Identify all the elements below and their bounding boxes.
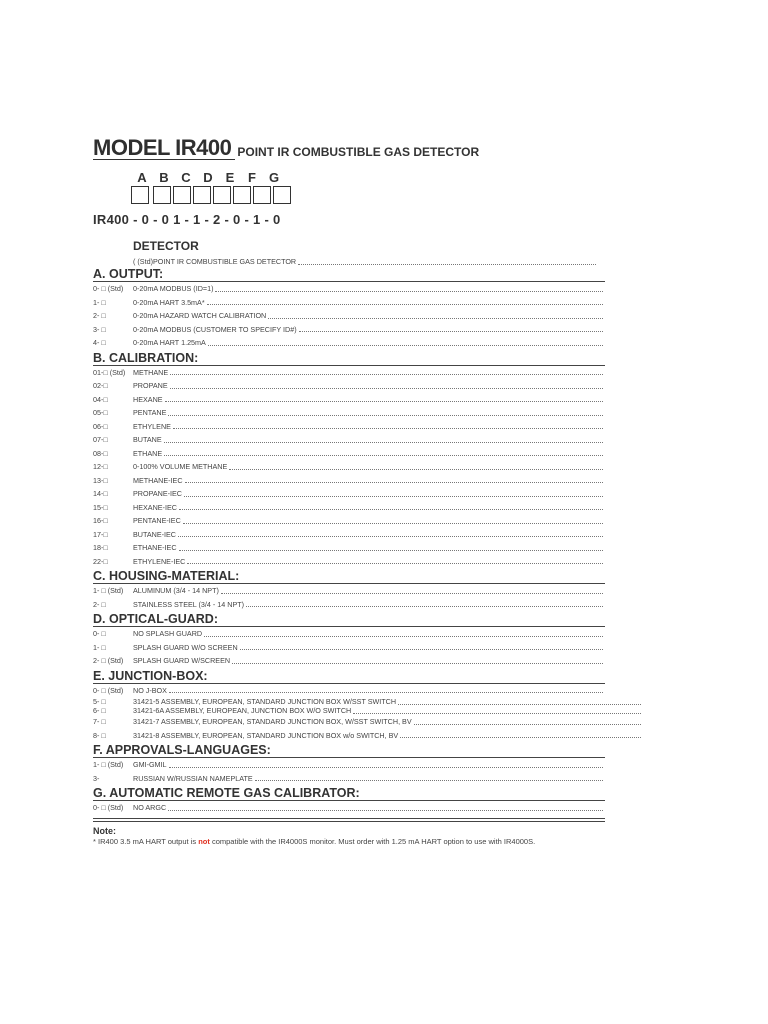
option-code: 3- □ [93, 324, 106, 334]
option-row[interactable] [93, 379, 605, 393]
position-letter: E [225, 170, 235, 185]
leader-dots [169, 692, 603, 693]
title-row [93, 132, 605, 160]
option-code: 8- □ [93, 730, 106, 740]
option-code: 17-□ [93, 529, 108, 539]
option-code: 5- □ [93, 697, 106, 706]
note-highlight: not [198, 837, 210, 846]
position-letters [131, 170, 285, 185]
option-row[interactable] [93, 772, 605, 786]
option-code: 07-□ [93, 435, 108, 445]
section-heading: F. APPROVALS-LANGUAGES: [93, 743, 605, 758]
closing-rule [93, 818, 605, 822]
leader-dots [183, 523, 603, 524]
option-label: RUSSIAN W/RUSSIAN NAMEPLATE [133, 773, 253, 783]
leader-dots [215, 291, 603, 292]
code-box[interactable] [173, 186, 191, 204]
option-code: 3- [93, 773, 100, 783]
option-label: PENTANE [133, 408, 167, 418]
option-code: 0- □ [93, 629, 106, 639]
option-row[interactable] [93, 801, 605, 815]
leader-dots [229, 469, 603, 470]
leader-dots [221, 593, 603, 594]
option-row[interactable] [93, 555, 605, 569]
position-letter: F [248, 170, 256, 185]
position-letter: A [137, 170, 147, 185]
option-code: 4- □ [93, 338, 106, 348]
option-row[interactable] [93, 758, 605, 772]
option-label: 0-20mA MODBUS (CUSTOMER TO SPECIFY ID#) [133, 324, 297, 334]
leader-dots [164, 442, 603, 443]
code-box[interactable] [233, 186, 251, 204]
option-label: ETHANE-IEC [133, 543, 177, 553]
leader-dots [168, 415, 603, 416]
option-row[interactable] [93, 282, 605, 296]
note-text-before: * IR400 3.5 mA HART output is [93, 837, 199, 846]
detector-label: POINT IR COMBUSTIBLE GAS DETECTOR [153, 257, 297, 267]
option-row[interactable] [93, 598, 605, 612]
option-label: NO J-BOX [133, 685, 167, 695]
option-row[interactable] [93, 460, 605, 474]
option-code: 16-□ [93, 516, 108, 526]
option-code: 08-□ [93, 448, 108, 458]
option-code: 2- □ (Std) [93, 656, 124, 666]
option-label: PROPANE [133, 381, 168, 391]
option-label: ETHYLENE [133, 421, 171, 431]
option-code: 18-□ [93, 543, 108, 553]
option-row[interactable] [93, 627, 605, 641]
leader-dots [170, 388, 603, 389]
position-letter: D [203, 170, 213, 185]
option-label: SPLASH GUARD W/O SCREEN [133, 642, 238, 652]
option-row[interactable] [93, 323, 605, 337]
leader-dots [207, 304, 603, 305]
code-box[interactable] [153, 186, 171, 204]
option-code: 02-□ [93, 381, 108, 391]
option-row[interactable] [93, 729, 605, 743]
option-code: 01-□ (Std) [93, 367, 126, 377]
option-label: ETHANE [133, 448, 163, 458]
option-label: 0-20mA HART 3.5mA* [133, 297, 205, 307]
code-box[interactable] [273, 186, 291, 204]
section-heading: D. OPTICAL-GUARD: [93, 612, 605, 627]
option-row[interactable] [93, 474, 605, 488]
section-heading: E. JUNCTION-BOX: [93, 669, 605, 684]
option-code: 1- □ [93, 642, 106, 652]
option-row[interactable] [93, 706, 605, 715]
leader-dots [178, 536, 603, 537]
option-sections [93, 266, 605, 822]
option-row[interactable] [93, 447, 605, 461]
position-letter: G [268, 170, 280, 185]
leader-dots [398, 704, 641, 705]
option-label: METHANE [133, 367, 169, 377]
option-code: 7- □ [93, 717, 106, 727]
option-row[interactable] [93, 366, 605, 380]
page-subtitle: POINT IR COMBUSTIBLE GAS DETECTOR [237, 145, 480, 159]
leader-dots [204, 636, 603, 637]
option-label: GMI-GMIL [133, 760, 167, 770]
leader-dots [240, 649, 603, 650]
option-code: 14-□ [93, 489, 108, 499]
option-code: 15-□ [93, 502, 108, 512]
option-row[interactable] [93, 406, 605, 420]
option-label: BUTANE-IEC [133, 529, 176, 539]
option-row[interactable] [93, 654, 605, 668]
option-row[interactable] [93, 487, 605, 501]
option-code: 2- □ [93, 599, 106, 609]
model-code: IR400 - 0 - 0 1 - 1 - 2 - 0 - 1 - 0 [93, 212, 281, 227]
leader-dots [400, 737, 641, 738]
code-box[interactable] [131, 186, 149, 204]
option-code: 22-□ [93, 556, 108, 566]
section-heading: G. AUTOMATIC REMOTE GAS CALIBRATOR: [93, 786, 605, 801]
option-row[interactable] [93, 309, 605, 323]
option-code: 1- □ (Std) [93, 586, 124, 596]
option-label: 0-100% VOLUME METHANE [133, 462, 228, 472]
option-row[interactable] [93, 715, 605, 729]
leader-dots [246, 606, 603, 607]
position-letter: C [181, 170, 191, 185]
detector-code: ( (Std) [133, 257, 153, 267]
option-row[interactable] [93, 296, 605, 310]
section-heading: A. OUTPUT: [93, 267, 605, 282]
option-label: PENTANE-IEC [133, 516, 181, 526]
note-text-after: compatible with the IR4000S monitor. Must order with 1.25 mA HART option to use with IR4000S. [209, 837, 536, 846]
leader-dots [173, 428, 603, 429]
option-label: 31421-7 ASSEMBLY, EUROPEAN, STANDARD JUNCTION BOX, W/SST SWITCH, BV [133, 717, 412, 727]
leader-dots [164, 455, 603, 456]
option-label: ALUMINUM (3/4 - 14 NPT) [133, 586, 219, 596]
option-code: 13-□ [93, 475, 108, 485]
leader-dots [208, 345, 603, 346]
option-label: SPLASH GUARD W/SCREEN [133, 656, 231, 666]
option-row[interactable] [93, 514, 605, 528]
code-box[interactable] [253, 186, 271, 204]
leader-dots [169, 767, 603, 768]
option-code: 0- □ (Std) [93, 685, 124, 695]
option-code: 2- □ [93, 311, 106, 321]
leader-dots [165, 401, 603, 402]
leader-dots [298, 264, 596, 265]
option-code: 0- □ (Std) [93, 284, 124, 294]
leader-dots [353, 713, 641, 714]
leader-dots [179, 550, 603, 551]
option-code: 0- □ (Std) [93, 803, 124, 813]
note-title: Note: [93, 826, 116, 836]
option-label: ETHYLENE-IEC [133, 556, 186, 566]
option-row[interactable] [93, 528, 605, 542]
section-heading: B. CALIBRATION: [93, 351, 605, 366]
option-label: HEXANE [133, 394, 163, 404]
leader-dots [170, 374, 603, 375]
leader-dots [168, 810, 603, 811]
option-label: 31421-5 ASSEMBLY, EUROPEAN, STANDARD JUNCTION BOX W/SST SWITCH [133, 697, 397, 706]
option-row[interactable] [93, 501, 605, 515]
section-heading: C. HOUSING-MATERIAL: [93, 569, 605, 584]
option-code: 1- □ (Std) [93, 760, 124, 770]
option-code: 06-□ [93, 421, 108, 431]
option-label: PROPANE-IEC [133, 489, 182, 499]
option-label: 31421-8 ASSEMBLY, EUROPEAN, STANDARD JUNCTION BOX w/o SWITCH, BV [133, 730, 399, 740]
leader-dots [232, 663, 603, 664]
detector-title: DETECTOR [133, 239, 199, 253]
option-label: NO SPLASH GUARD [133, 629, 203, 639]
page-title: MODEL IR400 [93, 137, 235, 160]
code-boxes [131, 186, 293, 204]
position-letter: B [159, 170, 169, 185]
option-row[interactable] [93, 541, 605, 555]
option-label: 0-20mA HAZARD WATCH CALIBRATION [133, 311, 267, 321]
option-code: 12-□ [93, 462, 108, 472]
order-form [93, 132, 605, 813]
option-label: METHANE-IEC [133, 475, 183, 485]
leader-dots [185, 482, 603, 483]
option-row[interactable] [93, 393, 605, 407]
leader-dots [268, 318, 603, 319]
option-row[interactable] [93, 420, 605, 434]
note-text [93, 837, 693, 846]
code-box[interactable] [213, 186, 231, 204]
option-row[interactable] [93, 433, 605, 447]
code-box[interactable] [193, 186, 211, 204]
option-label: STAINLESS STEEL (3/4 - 14 NPT) [133, 599, 245, 609]
leader-dots [255, 780, 603, 781]
option-code: 6- □ [93, 706, 106, 715]
option-label: 31421-6A ASSEMBLY, EUROPEAN, JUNCTION BOX W/O SWITCH [133, 706, 352, 715]
leader-dots [299, 331, 603, 332]
option-label: HEXANE-IEC [133, 502, 177, 512]
leader-dots [414, 724, 641, 725]
option-row[interactable] [93, 336, 605, 350]
option-row[interactable] [93, 697, 605, 706]
leader-dots [187, 563, 603, 564]
leader-dots [184, 496, 603, 497]
option-row[interactable] [93, 684, 605, 698]
option-code: 05-□ [93, 408, 108, 418]
option-row[interactable] [93, 641, 605, 655]
option-label: NO ARGC [133, 803, 167, 813]
option-label: 0-20mA HART 1.25mA [133, 338, 206, 348]
option-row[interactable] [93, 584, 605, 598]
option-code: 1- □ [93, 297, 106, 307]
option-label: 0-20mA MODBUS (ID=1) [133, 284, 214, 294]
note [93, 826, 693, 846]
leader-dots [179, 509, 603, 510]
option-code: 04-□ [93, 394, 108, 404]
option-label: BUTANE [133, 435, 162, 445]
